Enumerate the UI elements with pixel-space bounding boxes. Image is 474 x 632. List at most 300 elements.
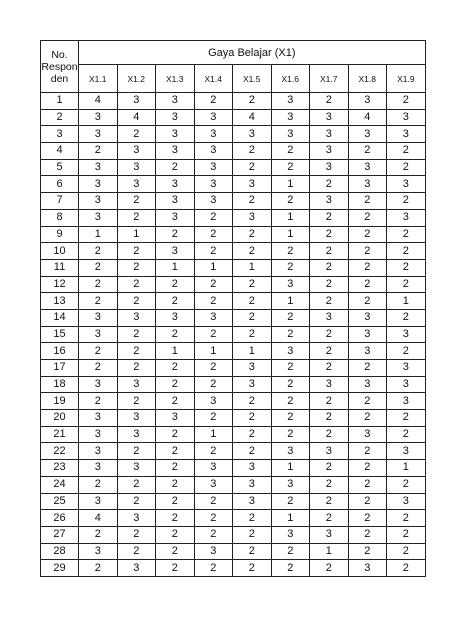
score-cell: 3 (194, 460, 233, 477)
score-cell: 4 (117, 109, 156, 126)
score-cell: 2 (156, 443, 195, 460)
score-cell: 2 (310, 293, 349, 310)
score-cell: 2 (194, 443, 233, 460)
score-cell: 3 (117, 309, 156, 326)
score-cell: 2 (156, 326, 195, 343)
score-cell: 3 (194, 393, 233, 410)
score-cell: 3 (310, 526, 349, 543)
score-cell: 3 (387, 493, 426, 510)
score-cell: 3 (310, 193, 349, 210)
respondent-number: 4 (41, 143, 79, 160)
respondent-number: 19 (41, 393, 79, 410)
score-cell: 1 (194, 343, 233, 360)
score-cell: 3 (310, 376, 349, 393)
score-cell: 2 (348, 543, 387, 560)
score-cell: 2 (348, 243, 387, 260)
score-cell: 4 (233, 109, 272, 126)
table-row (41, 460, 426, 477)
table-row (41, 159, 426, 176)
score-cell: 1 (233, 259, 272, 276)
score-cell: 2 (233, 393, 272, 410)
score-cell: 2 (348, 476, 387, 493)
score-cell: 3 (348, 376, 387, 393)
table-row (41, 510, 426, 527)
score-cell: 2 (310, 226, 349, 243)
table-row (41, 309, 426, 326)
score-cell: 2 (233, 443, 272, 460)
score-cell: 2 (194, 243, 233, 260)
score-cell: 3 (79, 493, 118, 510)
score-cell: 2 (271, 393, 310, 410)
score-cell: 3 (233, 209, 272, 226)
score-cell: 2 (233, 276, 272, 293)
score-cell: 3 (310, 309, 349, 326)
score-cell: 2 (271, 243, 310, 260)
score-cell: 2 (271, 426, 310, 443)
column-header: X1.4 (194, 65, 233, 93)
score-cell: 3 (348, 159, 387, 176)
score-cell: 3 (79, 176, 118, 193)
score-cell: 2 (310, 259, 349, 276)
score-cell: 2 (233, 410, 272, 427)
score-cell: 3 (348, 326, 387, 343)
score-cell: 2 (271, 143, 310, 160)
score-cell: 2 (117, 343, 156, 360)
respondent-number: 21 (41, 426, 79, 443)
score-cell: 2 (156, 543, 195, 560)
score-cell: 3 (194, 176, 233, 193)
header-row-columns (41, 65, 426, 93)
respondent-number: 14 (41, 309, 79, 326)
score-cell: 1 (310, 543, 349, 560)
score-cell: 3 (79, 309, 118, 326)
column-header: X1.9 (387, 65, 426, 93)
score-cell: 3 (233, 360, 272, 377)
table-row (41, 526, 426, 543)
score-cell: 2 (194, 93, 233, 110)
score-cell: 2 (117, 209, 156, 226)
score-cell: 3 (79, 209, 118, 226)
score-cell: 3 (194, 476, 233, 493)
score-cell: 2 (310, 243, 349, 260)
score-cell: 3 (271, 126, 310, 143)
score-cell: 3 (194, 126, 233, 143)
score-cell: 2 (194, 376, 233, 393)
score-cell: 2 (156, 426, 195, 443)
score-cell: 2 (233, 226, 272, 243)
table-row (41, 293, 426, 310)
score-cell: 2 (194, 293, 233, 310)
table-row (41, 126, 426, 143)
score-cell: 3 (387, 443, 426, 460)
score-cell: 1 (271, 209, 310, 226)
score-cell: 3 (79, 109, 118, 126)
score-cell: 2 (233, 243, 272, 260)
score-cell: 3 (79, 543, 118, 560)
score-cell: 2 (233, 510, 272, 527)
score-cell: 2 (348, 259, 387, 276)
score-cell: 3 (156, 126, 195, 143)
respondent-number: 7 (41, 193, 79, 210)
score-cell: 2 (387, 476, 426, 493)
score-cell: 2 (233, 193, 272, 210)
score-cell: 2 (387, 510, 426, 527)
respondent-number: 23 (41, 460, 79, 477)
table-row (41, 326, 426, 343)
score-cell: 2 (348, 460, 387, 477)
score-cell: 3 (387, 360, 426, 377)
respondent-number: 2 (41, 109, 79, 126)
score-cell: 2 (79, 343, 118, 360)
score-cell: 3 (387, 209, 426, 226)
score-cell: 3 (348, 176, 387, 193)
score-cell: 1 (233, 343, 272, 360)
score-cell: 2 (387, 343, 426, 360)
score-cell: 3 (271, 276, 310, 293)
table-row (41, 93, 426, 110)
score-cell: 3 (194, 543, 233, 560)
score-cell: 2 (233, 309, 272, 326)
score-cell: 3 (79, 159, 118, 176)
score-cell: 3 (156, 176, 195, 193)
score-cell: 2 (156, 460, 195, 477)
score-cell: 2 (271, 326, 310, 343)
score-cell: 2 (194, 493, 233, 510)
score-cell: 3 (117, 460, 156, 477)
score-cell: 3 (310, 126, 349, 143)
score-cell: 3 (348, 343, 387, 360)
score-cell: 2 (348, 226, 387, 243)
score-cell: 3 (387, 126, 426, 143)
score-cell: 2 (348, 143, 387, 160)
respondent-number: 18 (41, 376, 79, 393)
score-cell: 3 (271, 476, 310, 493)
respondent-number: 20 (41, 410, 79, 427)
score-cell: 3 (387, 326, 426, 343)
score-cell: 2 (271, 259, 310, 276)
score-cell: 2 (310, 493, 349, 510)
table-row (41, 176, 426, 193)
score-cell: 2 (387, 159, 426, 176)
score-cell: 2 (233, 159, 272, 176)
score-cell: 1 (271, 510, 310, 527)
score-cell: 2 (194, 226, 233, 243)
respondent-number: 11 (41, 259, 79, 276)
score-cell: 2 (310, 209, 349, 226)
score-cell: 3 (117, 426, 156, 443)
score-cell: 1 (271, 176, 310, 193)
score-cell: 2 (271, 560, 310, 577)
score-cell: 3 (156, 109, 195, 126)
score-cell: 2 (310, 393, 349, 410)
score-cell: 2 (79, 476, 118, 493)
score-cell: 3 (194, 143, 233, 160)
respondent-number-header (41, 41, 79, 93)
score-cell: 3 (156, 143, 195, 160)
respondent-number: 16 (41, 343, 79, 360)
respondent-header-line-1: No. (51, 48, 68, 61)
score-cell: 3 (194, 159, 233, 176)
score-cell: 2 (156, 560, 195, 577)
score-cell: 2 (348, 510, 387, 527)
score-cell: 3 (156, 410, 195, 427)
score-cell: 2 (233, 93, 272, 110)
score-cell: 2 (156, 493, 195, 510)
score-cell: 2 (348, 360, 387, 377)
score-cell: 3 (79, 193, 118, 210)
score-cell: 2 (348, 493, 387, 510)
score-cell: 2 (310, 476, 349, 493)
score-cell: 2 (387, 426, 426, 443)
respondent-number: 12 (41, 276, 79, 293)
table-row (41, 226, 426, 243)
score-cell: 2 (310, 176, 349, 193)
respondent-number: 1 (41, 93, 79, 110)
score-cell: 2 (194, 276, 233, 293)
score-cell: 2 (79, 293, 118, 310)
score-cell: 3 (271, 343, 310, 360)
respondent-number: 17 (41, 360, 79, 377)
score-cell: 2 (271, 309, 310, 326)
table-row (41, 276, 426, 293)
score-cell: 4 (348, 109, 387, 126)
respondent-header-line-3: den (50, 72, 69, 85)
score-cell: 2 (194, 360, 233, 377)
respondent-number: 26 (41, 510, 79, 527)
score-cell: 2 (271, 159, 310, 176)
score-cell: 2 (117, 393, 156, 410)
score-cell: 2 (387, 193, 426, 210)
score-cell: 2 (387, 526, 426, 543)
score-cell: 3 (194, 109, 233, 126)
score-cell: 2 (233, 426, 272, 443)
score-cell: 2 (233, 143, 272, 160)
score-cell: 3 (233, 476, 272, 493)
score-cell: 3 (79, 443, 118, 460)
respondent-number: 5 (41, 159, 79, 176)
respondent-number: 25 (41, 493, 79, 510)
score-cell: 3 (271, 443, 310, 460)
column-header: X1.5 (233, 65, 272, 93)
score-cell: 3 (387, 109, 426, 126)
score-cell: 2 (387, 309, 426, 326)
score-cell: 2 (387, 276, 426, 293)
column-header: X1.1 (79, 65, 118, 93)
score-cell: 2 (348, 293, 387, 310)
score-cell: 1 (271, 293, 310, 310)
score-cell: 2 (310, 360, 349, 377)
score-cell: 2 (233, 560, 272, 577)
score-cell: 2 (348, 526, 387, 543)
score-cell: 2 (117, 243, 156, 260)
score-cell: 2 (79, 560, 118, 577)
score-cell: 2 (348, 393, 387, 410)
score-cell: 2 (348, 410, 387, 427)
score-cell: 3 (348, 126, 387, 143)
table-row (41, 243, 426, 260)
score-cell: 3 (117, 143, 156, 160)
score-cell: 2 (194, 560, 233, 577)
respondent-number: 10 (41, 243, 79, 260)
score-cell: 3 (310, 143, 349, 160)
score-cell: 2 (79, 259, 118, 276)
score-cell: 2 (310, 410, 349, 427)
score-cell: 2 (194, 510, 233, 527)
score-cell: 3 (387, 376, 426, 393)
score-cell: 2 (387, 93, 426, 110)
score-cell: 3 (233, 493, 272, 510)
score-cell: 3 (387, 393, 426, 410)
score-cell: 2 (271, 493, 310, 510)
score-cell: 3 (156, 93, 195, 110)
score-cell: 3 (117, 376, 156, 393)
score-cell: 2 (156, 360, 195, 377)
score-cell: 3 (348, 426, 387, 443)
table-row (41, 393, 426, 410)
score-cell: 2 (348, 276, 387, 293)
column-header: X1.7 (310, 65, 349, 93)
score-cell: 2 (194, 526, 233, 543)
respondent-number: 24 (41, 476, 79, 493)
respondent-number: 13 (41, 293, 79, 310)
score-cell: 2 (348, 443, 387, 460)
score-cell: 3 (233, 460, 272, 477)
score-cell: 2 (117, 193, 156, 210)
score-cell: 3 (156, 193, 195, 210)
score-cell: 1 (156, 259, 195, 276)
score-cell: 2 (310, 343, 349, 360)
score-cell: 3 (156, 243, 195, 260)
score-cell: 4 (79, 93, 118, 110)
score-cell: 3 (117, 560, 156, 577)
table-row (41, 143, 426, 160)
column-header: X1.2 (117, 65, 156, 93)
score-cell: 3 (79, 126, 118, 143)
score-cell: 2 (271, 193, 310, 210)
score-cell: 2 (79, 393, 118, 410)
score-cell: 3 (194, 193, 233, 210)
score-cell: 2 (117, 259, 156, 276)
score-cell: 2 (117, 360, 156, 377)
score-cell: 2 (271, 376, 310, 393)
score-cell: 3 (117, 410, 156, 427)
respondent-number: 27 (41, 526, 79, 543)
score-cell: 2 (117, 443, 156, 460)
score-cell: 1 (156, 343, 195, 360)
score-cell: 3 (79, 460, 118, 477)
table-row (41, 343, 426, 360)
score-cell: 2 (117, 276, 156, 293)
score-cell: 2 (156, 476, 195, 493)
score-cell: 3 (117, 159, 156, 176)
column-header: X1.8 (348, 65, 387, 93)
score-cell: 3 (79, 426, 118, 443)
score-cell: 2 (271, 410, 310, 427)
score-cell: 2 (156, 276, 195, 293)
score-cell: 1 (387, 293, 426, 310)
score-cell: 2 (310, 560, 349, 577)
score-cell: 2 (233, 543, 272, 560)
score-cell: 2 (194, 209, 233, 226)
score-cell: 2 (387, 259, 426, 276)
score-cell: 2 (117, 293, 156, 310)
score-cell: 3 (271, 526, 310, 543)
score-cell: 1 (271, 460, 310, 477)
score-cell: 3 (387, 176, 426, 193)
score-cell: 2 (156, 159, 195, 176)
score-cell: 2 (348, 193, 387, 210)
table-row (41, 493, 426, 510)
score-cell: 2 (79, 526, 118, 543)
table-row (41, 410, 426, 427)
score-cell: 2 (348, 209, 387, 226)
score-cell: 3 (271, 109, 310, 126)
respondent-number: 9 (41, 226, 79, 243)
score-cell: 2 (387, 226, 426, 243)
score-cell: 4 (79, 510, 118, 527)
table-row (41, 560, 426, 577)
score-cell: 1 (79, 226, 118, 243)
score-cell: 2 (156, 393, 195, 410)
score-cell: 2 (194, 410, 233, 427)
score-cell: 3 (233, 176, 272, 193)
score-cell: 3 (310, 159, 349, 176)
score-cell: 2 (233, 326, 272, 343)
score-cell: 3 (271, 93, 310, 110)
header-row-top (41, 41, 426, 65)
score-cell: 2 (79, 243, 118, 260)
score-cell: 3 (348, 309, 387, 326)
score-cell: 3 (156, 209, 195, 226)
score-cell: 3 (117, 176, 156, 193)
score-cell: 2 (387, 543, 426, 560)
table-row (41, 543, 426, 560)
score-cell: 2 (117, 543, 156, 560)
score-cell: 3 (348, 93, 387, 110)
column-header: X1.3 (156, 65, 195, 93)
table-row (41, 109, 426, 126)
score-cell: 1 (194, 259, 233, 276)
score-cell: 3 (79, 376, 118, 393)
score-cell: 2 (387, 243, 426, 260)
score-cell: 2 (271, 360, 310, 377)
respondent-number: 3 (41, 126, 79, 143)
score-cell: 2 (117, 493, 156, 510)
score-cell: 2 (79, 276, 118, 293)
score-cell: 2 (156, 376, 195, 393)
respondent-number: 22 (41, 443, 79, 460)
respondent-number: 29 (41, 560, 79, 577)
score-cell: 2 (271, 543, 310, 560)
respondent-number: 8 (41, 209, 79, 226)
score-cell: 3 (310, 443, 349, 460)
score-cell: 1 (271, 226, 310, 243)
score-cell: 2 (387, 410, 426, 427)
respondent-header-line-2: Respon (41, 60, 78, 73)
score-cell: 2 (310, 460, 349, 477)
table-row (41, 259, 426, 276)
score-cell: 2 (310, 426, 349, 443)
score-cell: 2 (387, 560, 426, 577)
score-cell: 3 (310, 109, 349, 126)
score-cell: 2 (117, 526, 156, 543)
table-row (41, 193, 426, 210)
score-cell: 3 (79, 326, 118, 343)
score-cell: 2 (233, 526, 272, 543)
score-cell: 1 (194, 426, 233, 443)
table-row (41, 426, 426, 443)
score-cell: 3 (233, 126, 272, 143)
